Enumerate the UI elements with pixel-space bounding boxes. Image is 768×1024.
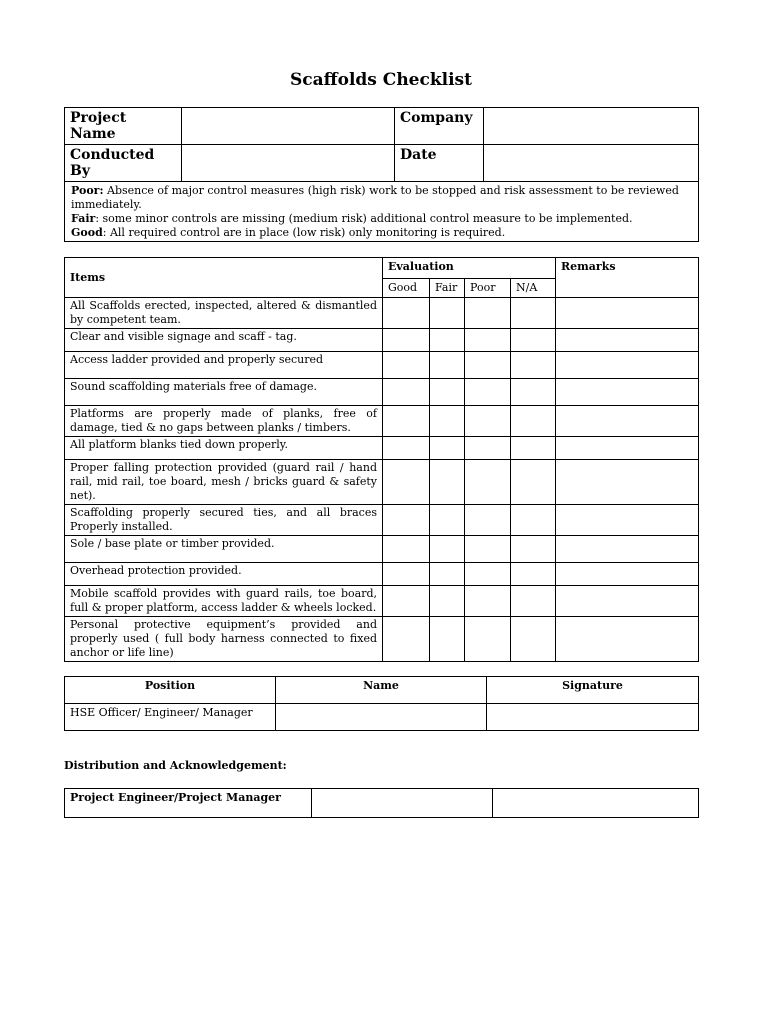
rating-cell-poor[interactable] [465, 437, 511, 460]
remarks-cell[interactable] [556, 586, 699, 617]
position-header: Position [65, 677, 276, 704]
position-cell: HSE Officer/ Engineer/ Manager [65, 704, 276, 731]
rating-cell-fair[interactable] [430, 406, 465, 437]
rating-cell-fair[interactable] [430, 298, 465, 329]
rating-cell-fair[interactable] [430, 563, 465, 586]
rating-cell-na[interactable] [511, 536, 556, 563]
distribution-heading: Distribution and Acknowledgement: [64, 759, 287, 772]
acknowledgement-signature-field[interactable] [493, 789, 699, 818]
checklist-item: Personal protective equipment’s provided and properly used ( full body harness connected to fixed anchor or life line) [65, 617, 383, 662]
checklist-item: Mobile scaffold provides with guard rails, toe board, full & proper platform, access ladder & wheels locked. [65, 586, 383, 617]
rating-cell-poor[interactable] [465, 379, 511, 406]
rating-cell-poor[interactable] [465, 617, 511, 662]
table-row [65, 460, 699, 505]
checklist-item: Clear and visible signage and scaff - tag. [65, 329, 383, 352]
rating-cell-good[interactable] [383, 352, 430, 379]
rating-cell-na[interactable] [511, 563, 556, 586]
rating-cell-poor[interactable] [465, 536, 511, 563]
table-row [65, 505, 699, 536]
legend-fair: Fair: some minor controls are missing (medium risk) additional control measure to be implemented. [71, 212, 633, 225]
rating-cell-na[interactable] [511, 586, 556, 617]
rating-cell-na[interactable] [511, 617, 556, 662]
name-header: Name [276, 677, 487, 704]
conducted-by-label: Conducted By [65, 145, 182, 182]
rating-cell-good[interactable] [383, 563, 430, 586]
table-row [65, 617, 699, 662]
rating-cell-fair[interactable] [430, 437, 465, 460]
evaluation-header: Evaluation [383, 258, 556, 279]
rating-cell-na[interactable] [511, 379, 556, 406]
signature-header: Signature [487, 677, 699, 704]
remarks-cell[interactable] [556, 505, 699, 536]
table-row [65, 352, 699, 379]
table-row [65, 329, 699, 352]
conducted-by-field[interactable] [182, 145, 395, 182]
rating-cell-poor[interactable] [465, 352, 511, 379]
rating-cell-good[interactable] [383, 406, 430, 437]
rating-cell-good[interactable] [383, 460, 430, 505]
checklist-item: Overhead protection provided. [65, 563, 383, 586]
date-label: Date [395, 145, 484, 182]
acknowledgement-table [64, 788, 699, 818]
rating-cell-poor[interactable] [465, 298, 511, 329]
remarks-cell[interactable] [556, 536, 699, 563]
remarks-header: Remarks [556, 258, 699, 298]
legend-good: Good: All required control are in place (low risk) only monitoring is required. [71, 226, 506, 239]
project-engineer-label: Project Engineer/Project Manager [65, 789, 312, 818]
items-header: Items [65, 258, 383, 298]
remarks-cell[interactable] [556, 298, 699, 329]
rating-cell-good[interactable] [383, 536, 430, 563]
rating-cell-fair[interactable] [430, 379, 465, 406]
checklist-item: Proper falling protection provided (guard rail / hand rail, mid rail, toe board, mesh / bricks guard & safety net). [65, 460, 383, 505]
project-name-label: Project Name [65, 108, 182, 145]
signature-table [64, 676, 699, 731]
header-table [64, 107, 699, 242]
rating-header-poor: Poor [465, 279, 511, 298]
rating-cell-na[interactable] [511, 437, 556, 460]
table-row [65, 379, 699, 406]
company-label: Company [395, 108, 484, 145]
rating-cell-fair[interactable] [430, 617, 465, 662]
rating-cell-na[interactable] [511, 460, 556, 505]
rating-cell-poor[interactable] [465, 329, 511, 352]
rating-header-na: N/A [511, 279, 556, 298]
rating-cell-good[interactable] [383, 586, 430, 617]
checklist-item: Platforms are properly made of planks, free of damage, tied & no gaps between planks / timbers. [65, 406, 383, 437]
rating-cell-fair[interactable] [430, 329, 465, 352]
rating-cell-poor[interactable] [465, 406, 511, 437]
rating-cell-fair[interactable] [430, 460, 465, 505]
rating-cell-fair[interactable] [430, 586, 465, 617]
company-field[interactable] [484, 108, 699, 145]
rating-cell-fair[interactable] [430, 505, 465, 536]
rating-header-good: Good [383, 279, 430, 298]
remarks-cell[interactable] [556, 563, 699, 586]
acknowledgement-name-field[interactable] [312, 789, 493, 818]
rating-cell-fair[interactable] [430, 352, 465, 379]
checklist-table [64, 257, 699, 662]
rating-cell-good[interactable] [383, 437, 430, 460]
name-field[interactable] [276, 704, 487, 731]
page-title: Scaffolds Checklist [290, 70, 472, 90]
table-row [65, 406, 699, 437]
rating-header-fair: Fair [430, 279, 465, 298]
rating-cell-poor[interactable] [465, 460, 511, 505]
table-row [65, 536, 699, 563]
checklist-item: Access ladder provided and properly secured [65, 352, 383, 379]
remarks-cell[interactable] [556, 437, 699, 460]
rating-cell-na[interactable] [511, 352, 556, 379]
rating-cell-good[interactable] [383, 329, 430, 352]
table-row [65, 586, 699, 617]
rating-cell-poor[interactable] [465, 563, 511, 586]
checklist-item: All platform blanks tied down properly. [65, 437, 383, 460]
rating-cell-good[interactable] [383, 298, 430, 329]
rating-cell-good[interactable] [383, 617, 430, 662]
rating-cell-na[interactable] [511, 329, 556, 352]
table-row [65, 563, 699, 586]
table-row [65, 298, 699, 329]
checklist-item: All Scaffolds erected, inspected, altered & dismantled by competent team. [65, 298, 383, 329]
rating-cell-na[interactable] [511, 505, 556, 536]
rating-cell-poor[interactable] [465, 505, 511, 536]
checklist-item: Sole / base plate or timber provided. [65, 536, 383, 563]
checklist-item: Scaffolding properly secured ties, and all braces Properly installed. [65, 505, 383, 536]
rating-cell-poor[interactable] [465, 586, 511, 617]
remarks-cell[interactable] [556, 460, 699, 505]
remarks-cell[interactable] [556, 406, 699, 437]
rating-legend [65, 182, 699, 242]
signature-field[interactable] [487, 704, 699, 731]
checklist-body [65, 298, 699, 662]
remarks-cell[interactable] [556, 617, 699, 662]
rating-cell-fair[interactable] [430, 536, 465, 563]
table-row [65, 437, 699, 460]
project-name-field[interactable] [182, 108, 395, 145]
rating-cell-good[interactable] [383, 379, 430, 406]
checklist-item: Sound scaffolding materials free of damage. [65, 379, 383, 406]
remarks-cell[interactable] [556, 379, 699, 406]
rating-cell-good[interactable] [383, 505, 430, 536]
date-field[interactable] [484, 145, 699, 182]
rating-cell-na[interactable] [511, 298, 556, 329]
rating-cell-na[interactable] [511, 406, 556, 437]
remarks-cell[interactable] [556, 352, 699, 379]
legend-poor: Poor: Absence of major control measures (high risk) work to be stopped and risk assessment to be reviewed immediately. [71, 184, 679, 211]
remarks-cell[interactable] [556, 329, 699, 352]
